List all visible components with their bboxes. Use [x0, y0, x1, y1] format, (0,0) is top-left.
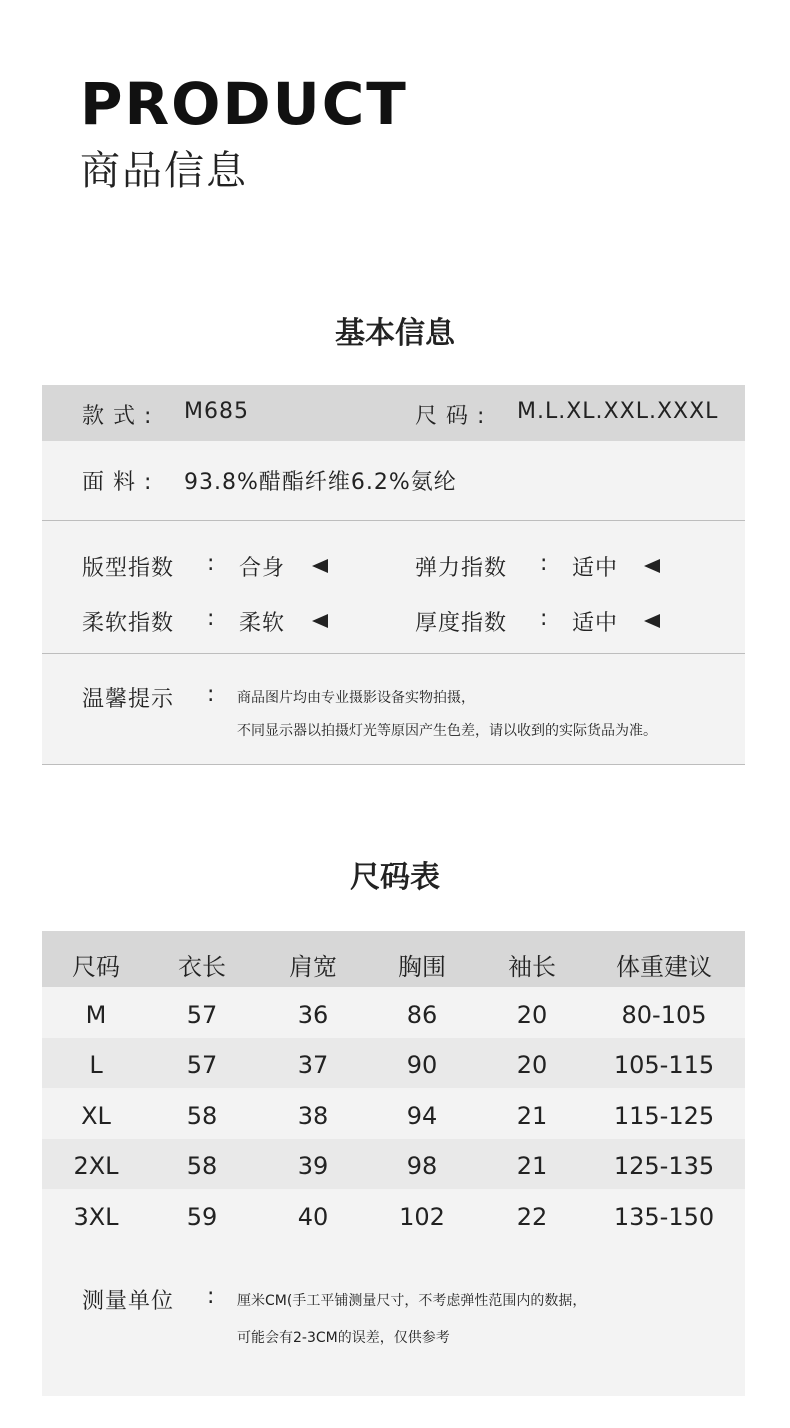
- column-header: 胸围: [398, 953, 446, 981]
- elastic-colon: :: [540, 551, 549, 576]
- style-value: M685: [184, 399, 249, 424]
- measure-line-2: 可能会有2-3CM的误差，仅供参考: [237, 1330, 450, 1346]
- table-cell: 90: [406, 1051, 438, 1079]
- index-rows: [42, 521, 745, 654]
- basic-info-panel: [42, 385, 745, 765]
- table-cell: 57: [186, 1001, 218, 1029]
- table-cell: 105-115: [613, 1051, 715, 1079]
- table-cell: 21: [516, 1102, 548, 1130]
- table-cell: 3XL: [73, 1203, 119, 1231]
- table-cell: 59: [186, 1203, 218, 1231]
- column-header: 衣长: [178, 953, 226, 981]
- table-cell: 94: [406, 1102, 438, 1130]
- tip-label: 温馨提示: [82, 687, 175, 712]
- fabric-label: 面 料 :: [82, 470, 153, 495]
- table-cell: 39: [297, 1152, 329, 1180]
- table-cell: 86: [406, 1001, 438, 1029]
- table-cell: 102: [399, 1203, 445, 1231]
- thickness-value: 适中: [572, 611, 619, 636]
- column-header: 肩宽: [289, 953, 337, 981]
- style-size-row: [42, 385, 745, 441]
- table-cell: 20: [516, 1051, 548, 1079]
- table-cell: 125-135: [613, 1152, 715, 1180]
- table-cell: 58: [186, 1102, 218, 1130]
- thickness-arrow-icon: [644, 614, 660, 628]
- size-label: 尺 码 :: [415, 404, 486, 429]
- page-header: [80, 70, 408, 194]
- size-chart: [42, 931, 745, 1396]
- elastic-label: 弹力指数: [415, 556, 508, 581]
- elastic-value: 适中: [572, 556, 619, 581]
- fit-value: 合身: [239, 556, 286, 581]
- table-cell: M: [85, 1001, 107, 1029]
- soft-value: 柔软: [239, 611, 286, 636]
- size-value: M.L.XL.XXL.XXXL: [517, 399, 719, 424]
- table-cell: 40: [297, 1203, 329, 1231]
- tip-colon: :: [207, 682, 216, 707]
- table-cell: 115-125: [613, 1102, 715, 1130]
- thickness-label: 厚度指数: [415, 611, 508, 636]
- table-cell: 37: [297, 1051, 329, 1079]
- table-cell: 58: [186, 1152, 218, 1180]
- table-cell: 80-105: [621, 1001, 707, 1029]
- soft-arrow-icon: [312, 614, 328, 628]
- size-chart-title: 尺码表: [350, 860, 440, 895]
- page-title: PRODUCT: [80, 70, 408, 138]
- measure-line-1: 厘米CM(手工平铺测量尺寸，不考虑弹性范围内的数据，: [237, 1293, 587, 1309]
- measure-label: 测量单位: [82, 1289, 175, 1314]
- size-chart-header: [42, 931, 745, 987]
- tip-row: [42, 654, 745, 765]
- style-label: 款 式 :: [82, 404, 153, 429]
- column-header: 袖长: [508, 953, 556, 981]
- table-cell: 57: [186, 1051, 218, 1079]
- table-cell: 20: [516, 1001, 548, 1029]
- table-cell: 2XL: [73, 1152, 119, 1180]
- soft-colon: :: [207, 606, 216, 631]
- page-subtitle: 商品信息: [80, 148, 248, 194]
- table-cell: 36: [297, 1001, 329, 1029]
- table-cell: XL: [81, 1102, 111, 1130]
- thickness-colon: :: [540, 606, 549, 631]
- table-cell: 135-150: [613, 1203, 715, 1231]
- tip-line-2: 不同显示器以拍摄灯光等原因产生色差，请以收到的实际货品为准。: [237, 723, 657, 739]
- tip-line-1: 商品图片均由专业摄影设备实物拍摄，: [237, 690, 475, 706]
- table-cell: L: [89, 1051, 103, 1079]
- basic-info-title: 基本信息: [335, 316, 455, 351]
- column-header: 尺码: [72, 953, 120, 981]
- elastic-arrow-icon: [644, 559, 660, 573]
- fit-arrow-icon: [312, 559, 328, 573]
- fit-colon: :: [207, 551, 216, 576]
- fabric-row: [42, 441, 745, 521]
- soft-label: 柔软指数: [82, 611, 175, 636]
- table-cell: 38: [297, 1102, 329, 1130]
- table-cell: 22: [516, 1203, 548, 1231]
- column-header: 体重建议: [616, 953, 712, 981]
- measure-colon: :: [207, 1284, 216, 1309]
- fit-label: 版型指数: [82, 556, 175, 581]
- table-cell: 98: [406, 1152, 438, 1180]
- fabric-value: 93.8%醋酯纤维6.2%氨纶: [184, 470, 457, 495]
- table-cell: 21: [516, 1152, 548, 1180]
